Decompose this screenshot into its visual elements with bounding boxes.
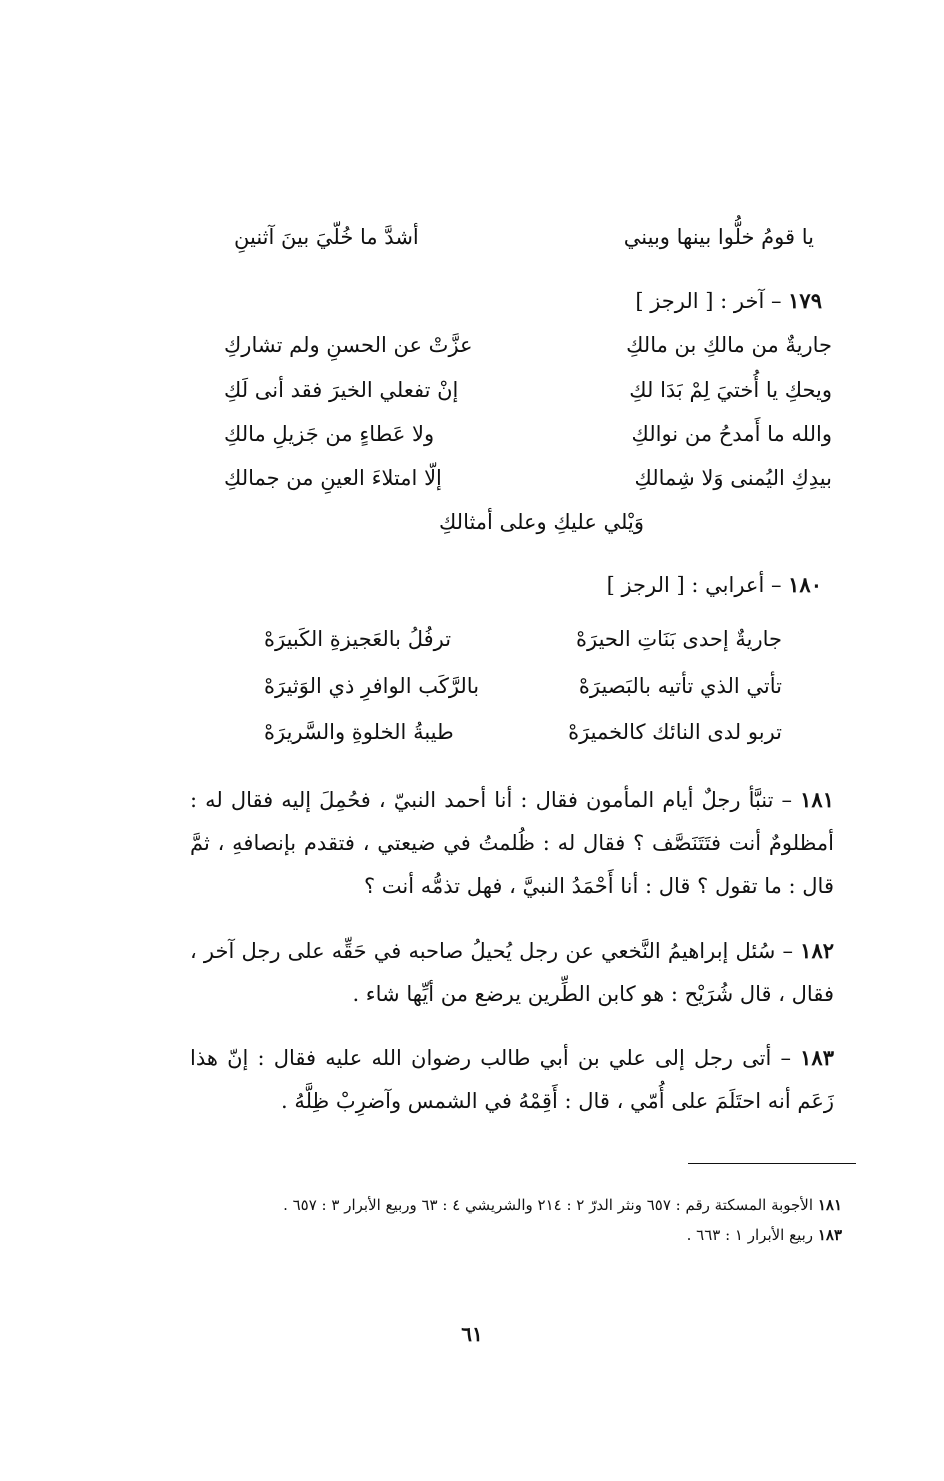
- footnote: [190, 1220, 842, 1250]
- entry-text: – أتى رجل إلى علي بن أبي طالب رضوان الله عليه فقال : إنّ هذا زَعَم أنه احتَلَمَ على أُمّي ، قال : أَقِمْهُ في الشمس وآضرِبْ ظِلَّهُ .: [190, 1046, 834, 1113]
- entry-number: ١٨٢: [800, 938, 835, 963]
- entry-number: ١٨٣: [800, 1045, 834, 1070]
- section-179-heading: [635, 286, 822, 316]
- entry-183: [190, 1036, 834, 1123]
- footnote-number: ١٨٣: [817, 1226, 842, 1244]
- section-heading-text: – آخر : [ الرجز ]: [635, 289, 782, 313]
- poem-180-verse: [264, 624, 782, 654]
- poem-179-verse: [224, 463, 832, 493]
- verse-hemistich-second: طيبةُ الخلوةِ والسَّريرَهْ: [264, 720, 454, 744]
- verse-hemistich-second: بالرَّكَب الوافرِ ذي الوَثيرَهْ: [264, 674, 480, 698]
- footnotes: [190, 1190, 842, 1250]
- section-number: ١٧٩: [788, 288, 822, 313]
- section-heading-text: – أعرابي : [ الرجز ]: [606, 573, 782, 597]
- verse-hemistich-second: ترفُلُ بالعَجيزةِ الكَبيرَهْ: [264, 627, 452, 651]
- poem-179-verse: [224, 375, 832, 405]
- entry-text: – سُئل إبراهيمُ النَّخعي عن رجل يُحيلُ صاحبه في حَقِّه على رجل آخر ، فقال ، قال شُرَيْح : هو كابن الطِّرين يرضع من أيِّها شاء .: [190, 939, 834, 1006]
- verse-hemistich-second: إلّا امتلاءَ العينِ من جمالكِ: [224, 466, 442, 490]
- verse-hemistich-second: ولا عَطاءٍ من جَزيلِ مالكِ: [224, 422, 435, 446]
- verse-hemistich-first: تربو لدى النائك كالخميرَهْ: [568, 720, 782, 744]
- footnote-divider: [688, 1163, 856, 1164]
- entry-181: [190, 778, 834, 908]
- poem-180-verse: [264, 717, 782, 747]
- footnote-number: ١٨١: [817, 1196, 842, 1214]
- verse-hemistich-first: والله ما أَمدحُ من نوالكِ: [631, 422, 832, 446]
- verse-hemistich-first: جاريةٌ إحدى بَنَاتِ الحيرَهْ: [576, 627, 782, 651]
- verse-hemistich-second: إنْ تفعلي الخيرَ فقد أنى لَكِ: [224, 378, 459, 402]
- entry-number: ١٨١: [800, 787, 834, 812]
- entry-text: – تنبَّأ رجلٌ أيام المأمون فقال : أنا أحمد النبيّ ، فحُمِلَ إليه فقال له : أمظلومٌ أنت فتَتَنَصَّف ؟ فقال له : ظُلمتُ في ضيعتي ، فتقدم بإنصافهِ ، ثمَّ قال : ما تقول ؟ قال : أنا أَحْمَدُ النبيَّ ، فهل تذمُّه أنت ؟: [190, 788, 834, 898]
- poem-180-verse: [264, 671, 782, 701]
- footnote-text: ربيع الأبرار ١ : ٦٦٣ .: [686, 1226, 814, 1244]
- verse-hemistich-first: بيدِكِ اليُمنى وَلا شِمالكِ: [634, 466, 832, 490]
- verse-hemistich-first: ويحكِ يا أُختيَ لِمْ بَدَا لكِ: [629, 378, 832, 402]
- poem-179-closing: وَيْلي عليكِ وعلى أمثالكِ: [438, 510, 644, 534]
- poem-179-verse: [224, 419, 832, 449]
- entry-182: [190, 929, 834, 1016]
- verse-hemistich-first: تأتي الذي تأتيه بالبَصيرَهْ: [578, 674, 782, 698]
- section-180-heading: [607, 570, 822, 600]
- poem-179-verse: [224, 330, 832, 360]
- footnote: [190, 1190, 842, 1220]
- verse-hemistich-first: جاريةٌ من مالكِ بن مالكِ: [626, 333, 832, 357]
- section-number: ١٨٠: [788, 572, 822, 597]
- footnote-text: الأجوبة المسكتة رقم : ٦٥٧ ونثر الدرّ ٢ : ٢١٤ والشريشي ٤ : ٦٣ وربيع الأبرار ٣ : ٦٥٧ .: [283, 1196, 814, 1214]
- opening-verse: [234, 222, 814, 252]
- verse-hemistich-second: أشدَّ ما خُلّيَ بينَ آثنينِ: [234, 225, 419, 249]
- verse-hemistich-first: يا قومُ خلُّوا بينها وبيني: [623, 225, 814, 249]
- page-number: ٦١: [461, 1322, 483, 1346]
- verse-hemistich-second: عزَّتْ عن الحسنِ ولم تشاركِ: [224, 333, 473, 357]
